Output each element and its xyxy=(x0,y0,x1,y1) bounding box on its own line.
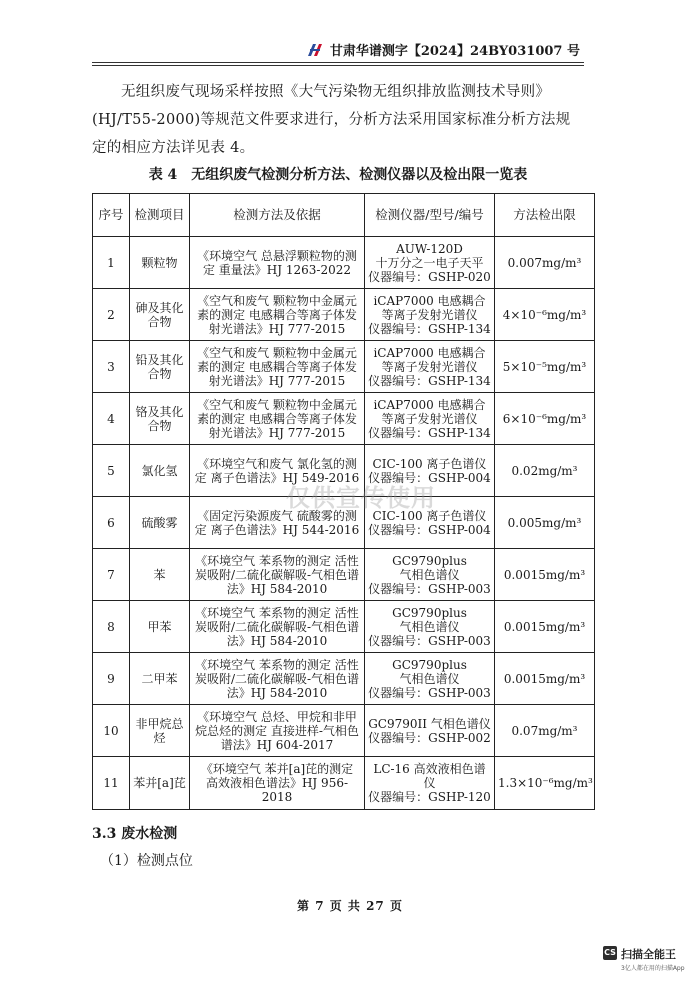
cell-item: 二甲苯 xyxy=(130,653,190,705)
cell-instrument: GC9790plus 气相色谱仪 仪器编号：GSHP-003 xyxy=(365,601,495,653)
table-row xyxy=(93,601,595,653)
intro-paragraph: 无组织废气现场采样按照《大气污染物无组织排放监测技术导则》(HJ/T55-2000)等规范文件要求进行，分析方法采用国家标准分析方法规定的相应方法详见表 4。 xyxy=(92,84,571,156)
cell-no: 8 xyxy=(93,601,130,653)
scanner-title: 扫描全能王 xyxy=(621,948,676,961)
cell-method: 《固定污染源废气 硫酸雾的测定 离子色谱法》HJ 544-2016 xyxy=(190,497,365,549)
cell-limit: 0.0015mg/m³ xyxy=(495,653,595,705)
header-rule xyxy=(92,62,584,66)
cell-method: 《空气和废气 颗粒物中金属元素的测定 电感耦合等离子体发射光谱法》HJ 777-2015 xyxy=(190,341,365,393)
cell-limit: 0.02mg/m³ xyxy=(495,445,595,497)
subsection-title: （1）检测点位 xyxy=(100,853,193,869)
cell-instrument: iCAP7000 电感耦合等离子发射光谱仪 仪器编号：GSHP-134 xyxy=(365,341,495,393)
section-title: 3.3 废水检测 xyxy=(92,826,178,842)
cell-limit: 0.0015mg/m³ xyxy=(495,601,595,653)
cell-instrument: iCAP7000 电感耦合等离子发射光谱仪 仪器编号：GSHP-134 xyxy=(365,289,495,341)
cell-item: 铬及其化合物 xyxy=(130,393,190,445)
scanner-logo-icon: CS xyxy=(603,946,617,960)
table-row xyxy=(93,289,595,341)
header xyxy=(306,40,580,59)
watermark: 仅供宣传使用 xyxy=(286,483,436,512)
cell-no: 6 xyxy=(93,497,130,549)
cell-limit: 6×10⁻⁶mg/m³ xyxy=(495,393,595,445)
cell-item: 苯并[a]芘 xyxy=(130,757,190,810)
cell-method: 《环境空气 总悬浮颗粒物的测定 重量法》HJ 1263-2022 xyxy=(190,237,365,289)
cell-no: 2 xyxy=(93,289,130,341)
header-no: 序号 xyxy=(93,194,130,237)
table-row xyxy=(93,549,595,601)
cell-instrument: AUW-120D 十万分之一电子天平 仪器编号：GSHP-020 xyxy=(365,237,495,289)
cell-method: 《环境空气 苯系物的测定 活性炭吸附/二硫化碳解吸-气相色谱法》HJ 584-2010 xyxy=(190,549,365,601)
cell-item: 氯化氢 xyxy=(130,445,190,497)
table-row xyxy=(93,237,595,289)
cell-instrument: LC-16 高效液相色谱仪 仪器编号：GSHP-120 xyxy=(365,757,495,810)
cell-no: 3 xyxy=(93,341,130,393)
scanner-badge xyxy=(603,946,685,972)
company-logo-icon xyxy=(306,42,326,58)
cell-item: 颗粒物 xyxy=(130,237,190,289)
cell-instrument: CIC-100 离子色谱仪 仪器编号：GSHP-004 xyxy=(365,445,495,497)
header-item: 检测项目 xyxy=(130,194,190,237)
cell-method: 《环境空气和废气 氯化氢的测定 离子色谱法》HJ 549-2016 xyxy=(190,445,365,497)
cell-item: 硫酸雾 xyxy=(130,497,190,549)
page-footer: 第 7 页 共 27 页 xyxy=(297,899,403,913)
scanner-subtitle: 3亿人都在用的扫描App xyxy=(621,965,685,972)
table-row xyxy=(93,757,595,810)
cell-no: 9 xyxy=(93,653,130,705)
table-row xyxy=(93,341,595,393)
cell-no: 11 xyxy=(93,757,130,810)
cell-item: 铅及其化合物 xyxy=(130,341,190,393)
cell-item: 砷及其化合物 xyxy=(130,289,190,341)
cell-instrument: CIC-100 离子色谱仪 仪器编号：GSHP-004 xyxy=(365,497,495,549)
table-row xyxy=(93,705,595,757)
cell-instrument: GC9790plus 气相色谱仪 仪器编号：GSHP-003 xyxy=(365,549,495,601)
cell-method: 《空气和废气 颗粒物中金属元素的测定 电感耦合等离子体发射光谱法》HJ 777-2015 xyxy=(190,393,365,445)
table-row xyxy=(93,393,595,445)
cell-no: 4 xyxy=(93,393,130,445)
table-header-row xyxy=(93,194,595,237)
cell-no: 5 xyxy=(93,445,130,497)
cell-no: 10 xyxy=(93,705,130,757)
cell-item: 甲苯 xyxy=(130,601,190,653)
cell-limit: 4×10⁻⁶mg/m³ xyxy=(495,289,595,341)
cell-instrument: GC9790II 气相色谱仪 仪器编号：GSHP-002 xyxy=(365,705,495,757)
cell-limit: 0.07mg/m³ xyxy=(495,705,595,757)
table-body xyxy=(93,237,595,810)
table-row xyxy=(93,653,595,705)
table-caption: 表 4 无组织废气检测分析方法、检测仪器以及检出限一览表 xyxy=(148,167,528,183)
cell-limit: 0.005mg/m³ xyxy=(495,497,595,549)
cell-method: 《环境空气 总烃、甲烷和非甲烷总烃的测定 直接进样-气相色谱法》HJ 604-2017 xyxy=(190,705,365,757)
cell-method: 《环境空气 苯系物的测定 活性炭吸附/二硫化碳解吸-气相色谱法》HJ 584-2010 xyxy=(190,601,365,653)
header-instrument: 检测仪器/型号/编号 xyxy=(365,194,495,237)
cell-item: 非甲烷总烃 xyxy=(130,705,190,757)
cell-instrument: iCAP7000 电感耦合等离子发射光谱仪 仪器编号：GSHP-134 xyxy=(365,393,495,445)
header-method: 检测方法及依据 xyxy=(190,194,365,237)
document-number: 甘肃华谱测字【2024】24BY031007 号 xyxy=(329,44,580,59)
cell-method: 《环境空气 苯系物的测定 活性炭吸附/二硫化碳解吸-气相色谱法》HJ 584-2010 xyxy=(190,653,365,705)
cell-limit: 0.007mg/m³ xyxy=(495,237,595,289)
cell-method: 《空气和废气 颗粒物中金属元素的测定 电感耦合等离子体发射光谱法》HJ 777-2015 xyxy=(190,289,365,341)
cell-instrument: GC9790plus 气相色谱仪 仪器编号：GSHP-003 xyxy=(365,653,495,705)
cell-item: 苯 xyxy=(130,549,190,601)
cell-method: 《环境空气 苯并[a]芘的测定 高效液相色谱法》HJ 956-2018 xyxy=(190,757,365,810)
cell-limit: 1.3×10⁻⁶mg/m³ xyxy=(495,757,595,810)
cell-limit: 0.0015mg/m³ xyxy=(495,549,595,601)
cell-no: 1 xyxy=(93,237,130,289)
cell-no: 7 xyxy=(93,549,130,601)
header-limit: 方法检出限 xyxy=(495,194,595,237)
cell-limit: 5×10⁻⁵mg/m³ xyxy=(495,341,595,393)
